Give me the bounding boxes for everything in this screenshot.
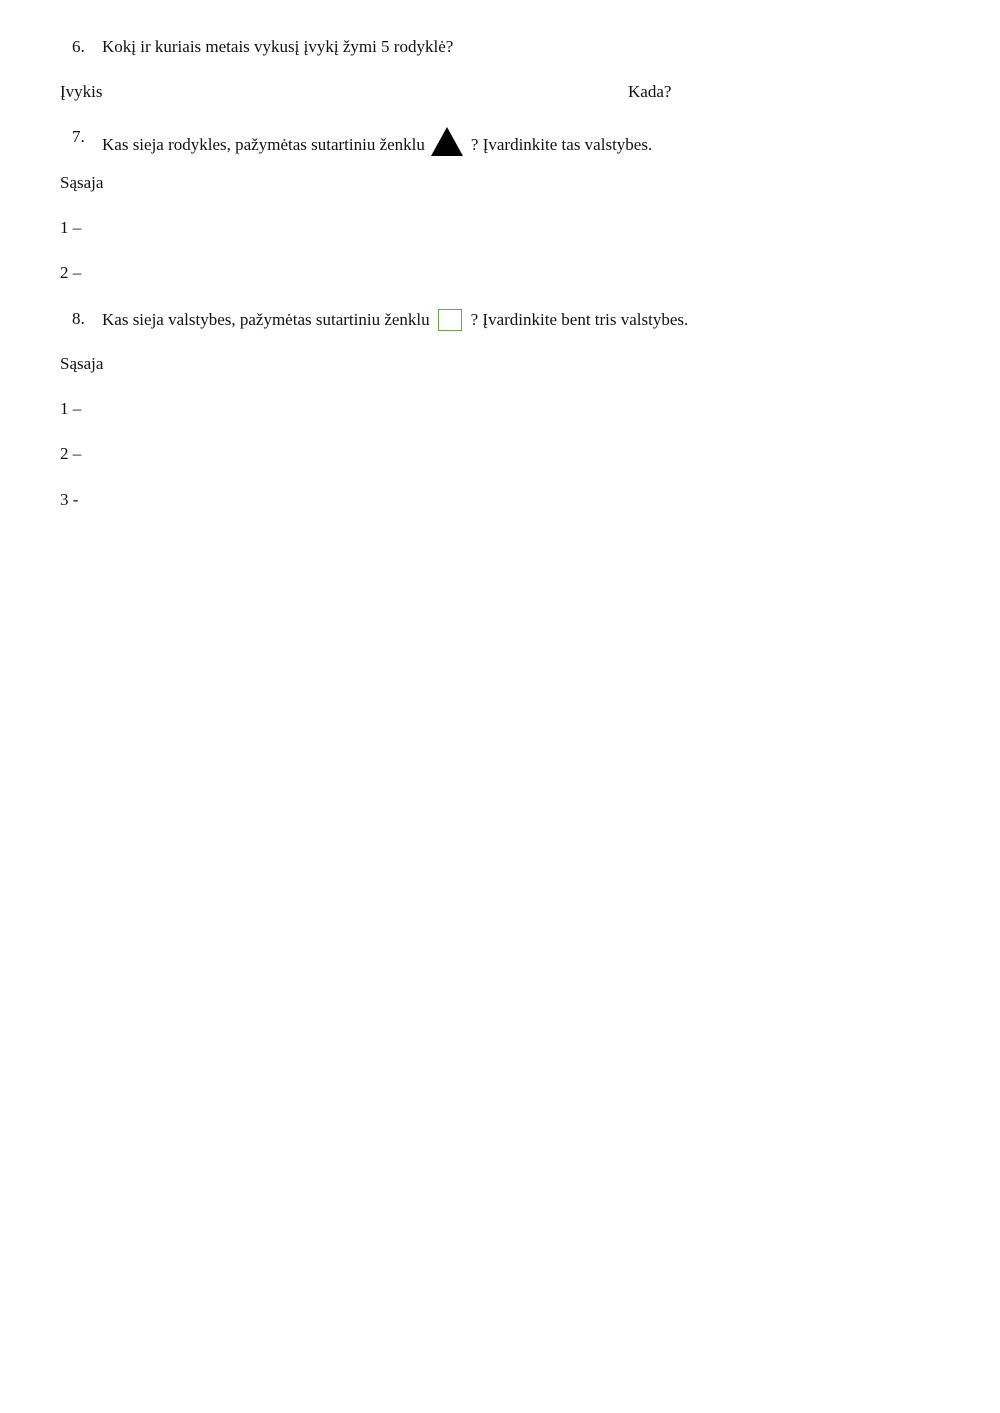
green-outline-square-icon	[438, 309, 462, 331]
question-text-before: Kas sieja rodykles, pažymėtas sutartiniu ženklu	[102, 135, 425, 154]
answer-item: 2 –	[60, 444, 82, 463]
question-number: 6.	[72, 37, 85, 56]
question-text	[102, 309, 688, 331]
when-label: Kada?	[628, 82, 672, 101]
question-text-after: ? Įvardinkite bent tris valstybes.	[470, 310, 689, 329]
question-number: 7.	[72, 127, 85, 146]
answer-item: 2 –	[60, 263, 82, 282]
black-triangle-icon	[431, 127, 463, 156]
question-text-before: Kas sieja valstybes, pažymėtas sutartiniu ženklu	[102, 310, 430, 329]
answer-item: 1 –	[60, 218, 82, 237]
question-text-after: ? Įvardinkite tas valstybes.	[470, 135, 653, 154]
link-label: Sąsaja	[60, 354, 104, 373]
question-number: 8.	[72, 309, 85, 328]
question-text: Kokį ir kuriais metais vykusį įvykį žymi 5 rodyklė?	[102, 37, 454, 56]
event-label: Įvykis	[60, 82, 103, 101]
answer-item: 1 –	[60, 399, 82, 418]
question-text	[102, 127, 652, 156]
link-label: Sąsaja	[60, 173, 104, 192]
answer-item: 3 -	[60, 490, 79, 509]
